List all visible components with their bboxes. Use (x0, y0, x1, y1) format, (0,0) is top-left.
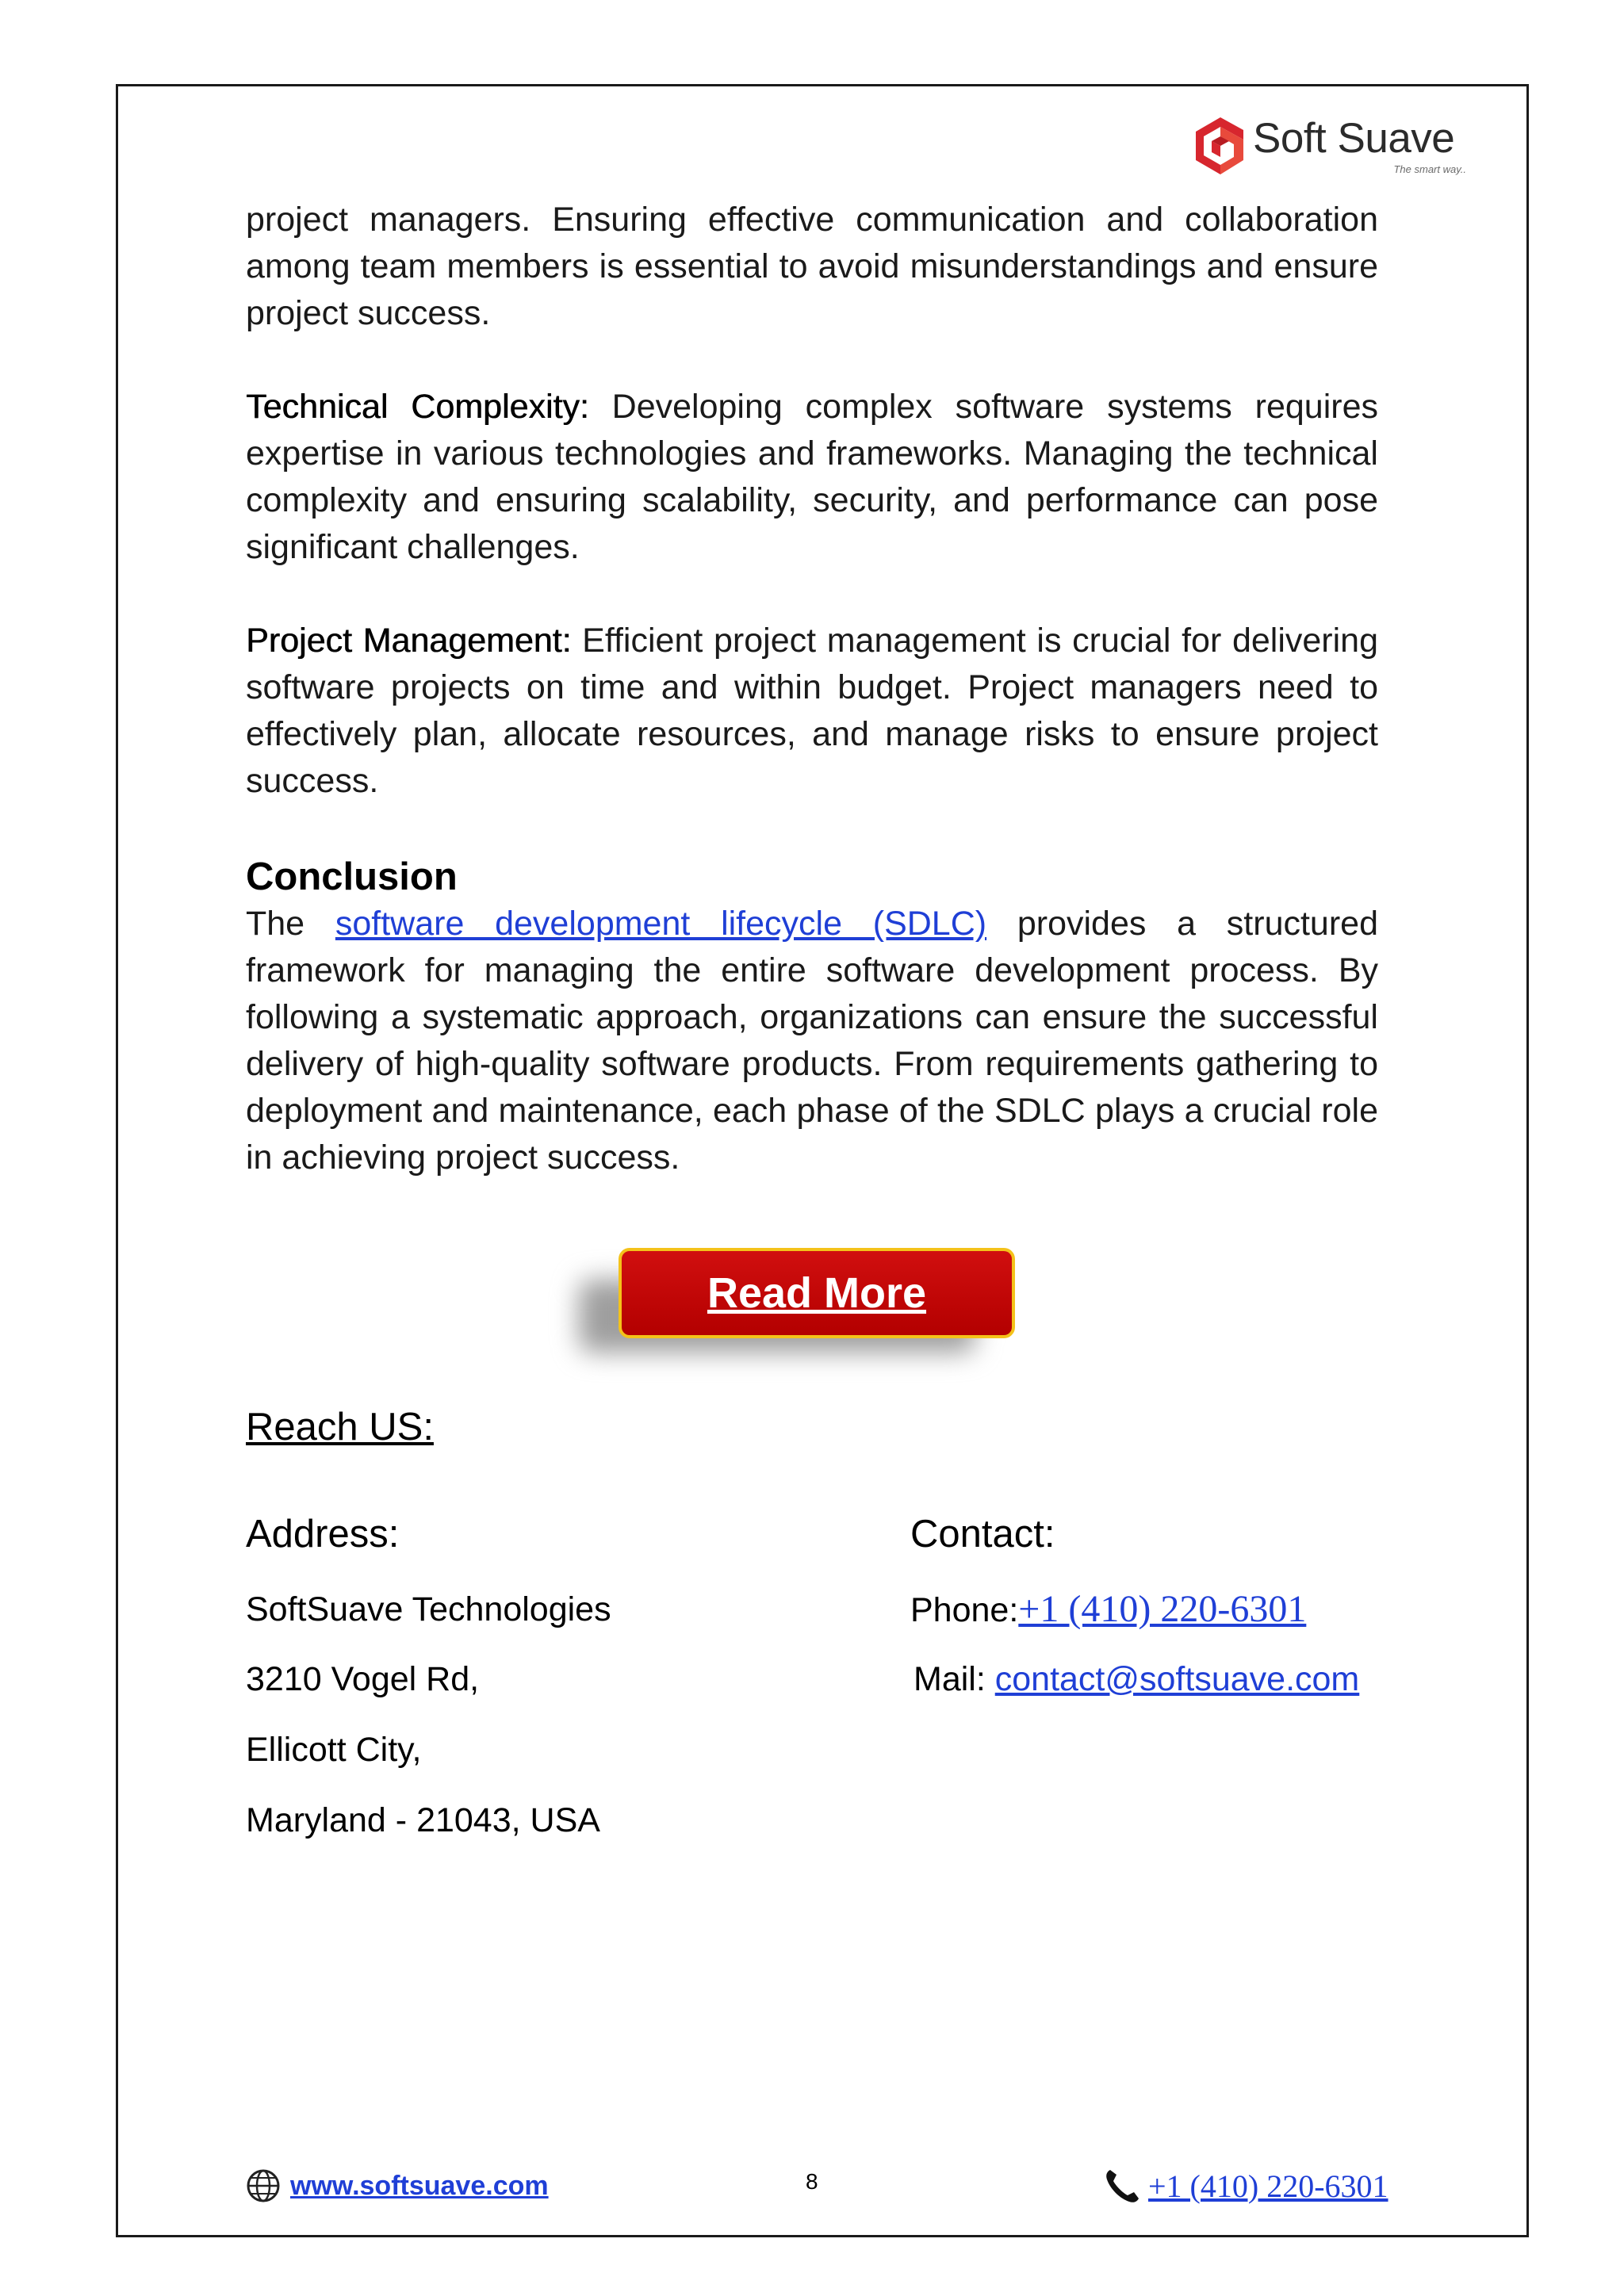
footer-phone-link[interactable]: +1 (410) 220-6301 (1148, 2168, 1388, 2204)
project-management-label: Project Management: (246, 622, 572, 660)
footer-website (246, 2166, 549, 2206)
technical-complexity-section (246, 384, 1378, 571)
address-company: SoftSuave Technologies (246, 1590, 611, 1628)
conclusion-section (246, 853, 1378, 1181)
contact-mail-row (914, 1660, 1359, 1699)
project-management-section (246, 618, 1378, 805)
contact-phone-link[interactable]: +1 (410) 220-6301 (1018, 1588, 1307, 1630)
conclusion-text: provides a structured framework for managing the entire software development process. By following a systematic approach, organizations can ensure the successful delivery of high-quality software products. From requirements gathering to deployment and maintenance, each phase of the SDLC plays a crucial role in achieving project success. (246, 905, 1378, 1177)
technical-complexity-label: Technical Complexity: (246, 388, 589, 426)
contact-email-link[interactable]: contact@softsuave.com (994, 1660, 1360, 1698)
sdlc-link[interactable]: software development lifecycle (SDLC) (335, 905, 987, 943)
project-management-text: Efficient project management is crucial for delivering software projects on time and within budget. Project managers need to effectively plan, allocate resources, and manage risks to ensure project success. (246, 622, 1378, 800)
read-more-button[interactable] (619, 1248, 1015, 1338)
address-state: Maryland - 21043, USA (246, 1801, 600, 1839)
brand-logo (1194, 116, 1468, 178)
intro-paragraph: project managers. Ensuring effective communication and collaboration among team members is essential to avoid misunderstandings and ensure project success. (246, 201, 1378, 332)
intro-section (246, 197, 1378, 337)
phone-icon (1104, 2167, 1143, 2205)
conclusion-paragraph (246, 901, 1378, 1181)
mail-label: Mail: (914, 1660, 995, 1698)
project-management-paragraph (246, 618, 1378, 805)
address-heading: Address: (246, 1513, 400, 1556)
contact-heading: Contact: (910, 1513, 1055, 1556)
reach-us-heading: Reach US: (246, 1406, 434, 1448)
read-more-label: Read More (707, 1269, 927, 1317)
footer-website-link[interactable]: www.softsuave.com (290, 2170, 549, 2201)
read-more-container (563, 1245, 1023, 1380)
conclusion-prefix: The (246, 905, 335, 943)
technical-complexity-text: Developing complex software systems requires expertise in various technologies and frameworks. Managing the technical complexity and ensuring scalability, security, and performance can pose significant challenges. (246, 388, 1378, 566)
conclusion-heading: Conclusion (246, 855, 458, 898)
globe-icon (246, 2168, 281, 2203)
contact-phone-row (910, 1587, 1306, 1631)
address-city: Ellicott City, (246, 1731, 422, 1769)
page-number: 8 (806, 2169, 818, 2194)
soft-suave-logo-icon (1194, 116, 1247, 176)
brand-tagline: The smart way.. (1393, 163, 1466, 175)
technical-complexity-paragraph (246, 384, 1378, 571)
brand-name: Soft Suave (1253, 115, 1455, 162)
address-street: 3210 Vogel Rd, (246, 1660, 480, 1698)
phone-label: Phone: (910, 1591, 1019, 1629)
footer-phone (1104, 2166, 1388, 2206)
